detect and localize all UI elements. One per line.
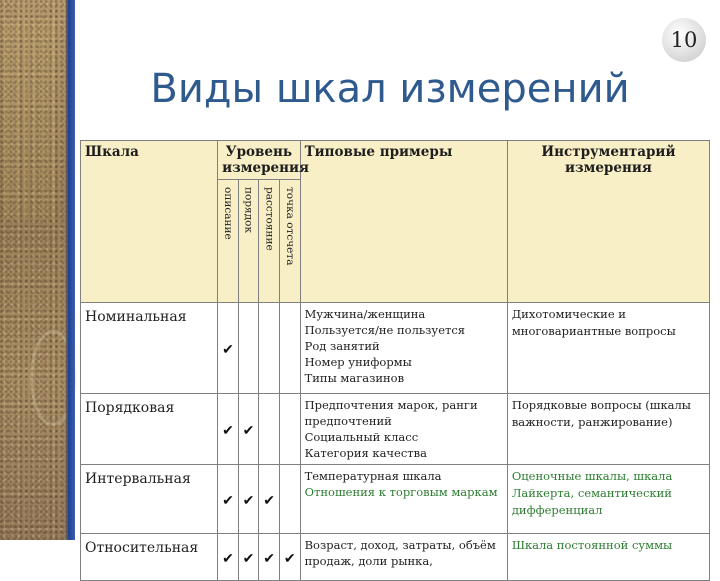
level-col-description xyxy=(218,180,239,303)
example-item: Типы магазинов xyxy=(304,371,405,385)
example-item: Номер униформы xyxy=(304,355,412,369)
header-instruments: Инструментарий измерения xyxy=(507,141,709,303)
level-label-distance: расстояние xyxy=(263,187,276,251)
empty-check-cell xyxy=(259,303,280,394)
example-item: Род занятий xyxy=(304,339,380,353)
page-number-badge: 10 xyxy=(662,18,706,62)
instruments-cell xyxy=(507,534,709,581)
scale-name-cell xyxy=(81,534,218,581)
examples-cell xyxy=(300,394,507,465)
scale-name-cell xyxy=(81,394,218,465)
scale-name-cell xyxy=(81,465,218,534)
example-item: Категория качества xyxy=(304,446,427,460)
check-mark-icon: ✔ xyxy=(222,550,234,567)
sand-decoration xyxy=(6,20,56,220)
instruments-text: Оценочные шкалы, шкала Лайкерта, семантический дифференциал xyxy=(511,469,673,517)
empty-check-cell xyxy=(279,465,300,534)
instruments-cell xyxy=(507,465,709,534)
example-item: Возраст, доход, затраты, объём продаж, доли рынка, xyxy=(304,538,496,568)
empty-check-cell xyxy=(279,303,300,394)
check-cell xyxy=(218,394,239,465)
empty-check-cell xyxy=(279,394,300,465)
check-mark-icon: ✔ xyxy=(263,492,276,509)
example-item: Температурная шкала xyxy=(304,469,442,483)
left-blue-bar xyxy=(68,0,75,540)
sand-texture-strip xyxy=(0,0,66,540)
level-label-order: порядок xyxy=(242,187,255,234)
slide-title: Виды шкал измерений xyxy=(150,66,630,112)
table-row-ordinal xyxy=(81,394,710,465)
check-cell xyxy=(259,534,280,581)
check-mark-icon: ✔ xyxy=(283,550,296,567)
examples-cell xyxy=(300,534,507,581)
check-mark-icon: ✔ xyxy=(222,492,234,509)
examples-cell xyxy=(300,303,507,394)
check-mark-icon: ✔ xyxy=(222,341,234,358)
check-cell xyxy=(218,465,239,534)
table-row-nominal xyxy=(81,303,710,394)
check-mark-icon: ✔ xyxy=(242,550,255,567)
table-row-ratio xyxy=(81,534,710,581)
empty-check-cell xyxy=(238,303,259,394)
examples-cell xyxy=(300,465,507,534)
header-row xyxy=(81,141,710,180)
header-scale: Шкала xyxy=(81,141,218,303)
scale-name: Интервальная xyxy=(85,471,191,487)
scale-types-table xyxy=(80,140,710,581)
scale-name-cell xyxy=(81,303,218,394)
instruments-cell xyxy=(507,303,709,394)
level-col-origin xyxy=(279,180,300,303)
instruments-cell xyxy=(507,394,709,465)
scale-name: Порядковая xyxy=(85,400,175,416)
check-mark-icon: ✔ xyxy=(242,422,255,439)
check-cell xyxy=(238,465,259,534)
check-cell xyxy=(218,303,239,394)
scale-name: Номинальная xyxy=(85,309,187,325)
empty-check-cell xyxy=(259,394,280,465)
example-item: Пользуется/не пользуется xyxy=(304,323,466,337)
check-mark-icon: ✔ xyxy=(263,550,276,567)
example-item: Социальный класс xyxy=(304,430,419,444)
example-item: Мужчина/женщина xyxy=(304,307,426,321)
check-cell xyxy=(279,534,300,581)
check-cell xyxy=(259,465,280,534)
level-col-distance xyxy=(259,180,280,303)
level-col-order xyxy=(238,180,259,303)
instruments-text: Дихотомические и многовариантные вопросы xyxy=(511,307,676,338)
instruments-text: Шкала постоянной суммы xyxy=(511,538,673,552)
check-cell xyxy=(218,534,239,581)
level-label-origin: точка отсчета xyxy=(283,187,296,266)
level-label-description: описание xyxy=(222,187,235,240)
check-mark-icon: ✔ xyxy=(222,422,234,439)
check-cell xyxy=(238,394,259,465)
instruments-text: Порядковые вопросы (шкалы важности, ранжирование) xyxy=(511,398,691,429)
scale-name: Относительная xyxy=(85,540,199,556)
header-level: Уровень измерения xyxy=(218,141,300,180)
check-cell xyxy=(238,534,259,581)
example-item-highlighted: Отношения к торговым маркам xyxy=(304,485,498,499)
example-item: Предпочтения марок, ранги предпочтений xyxy=(304,398,478,428)
check-mark-icon: ✔ xyxy=(242,492,255,509)
table-row-interval xyxy=(81,465,710,534)
header-examples: Типовые примеры xyxy=(300,141,507,303)
